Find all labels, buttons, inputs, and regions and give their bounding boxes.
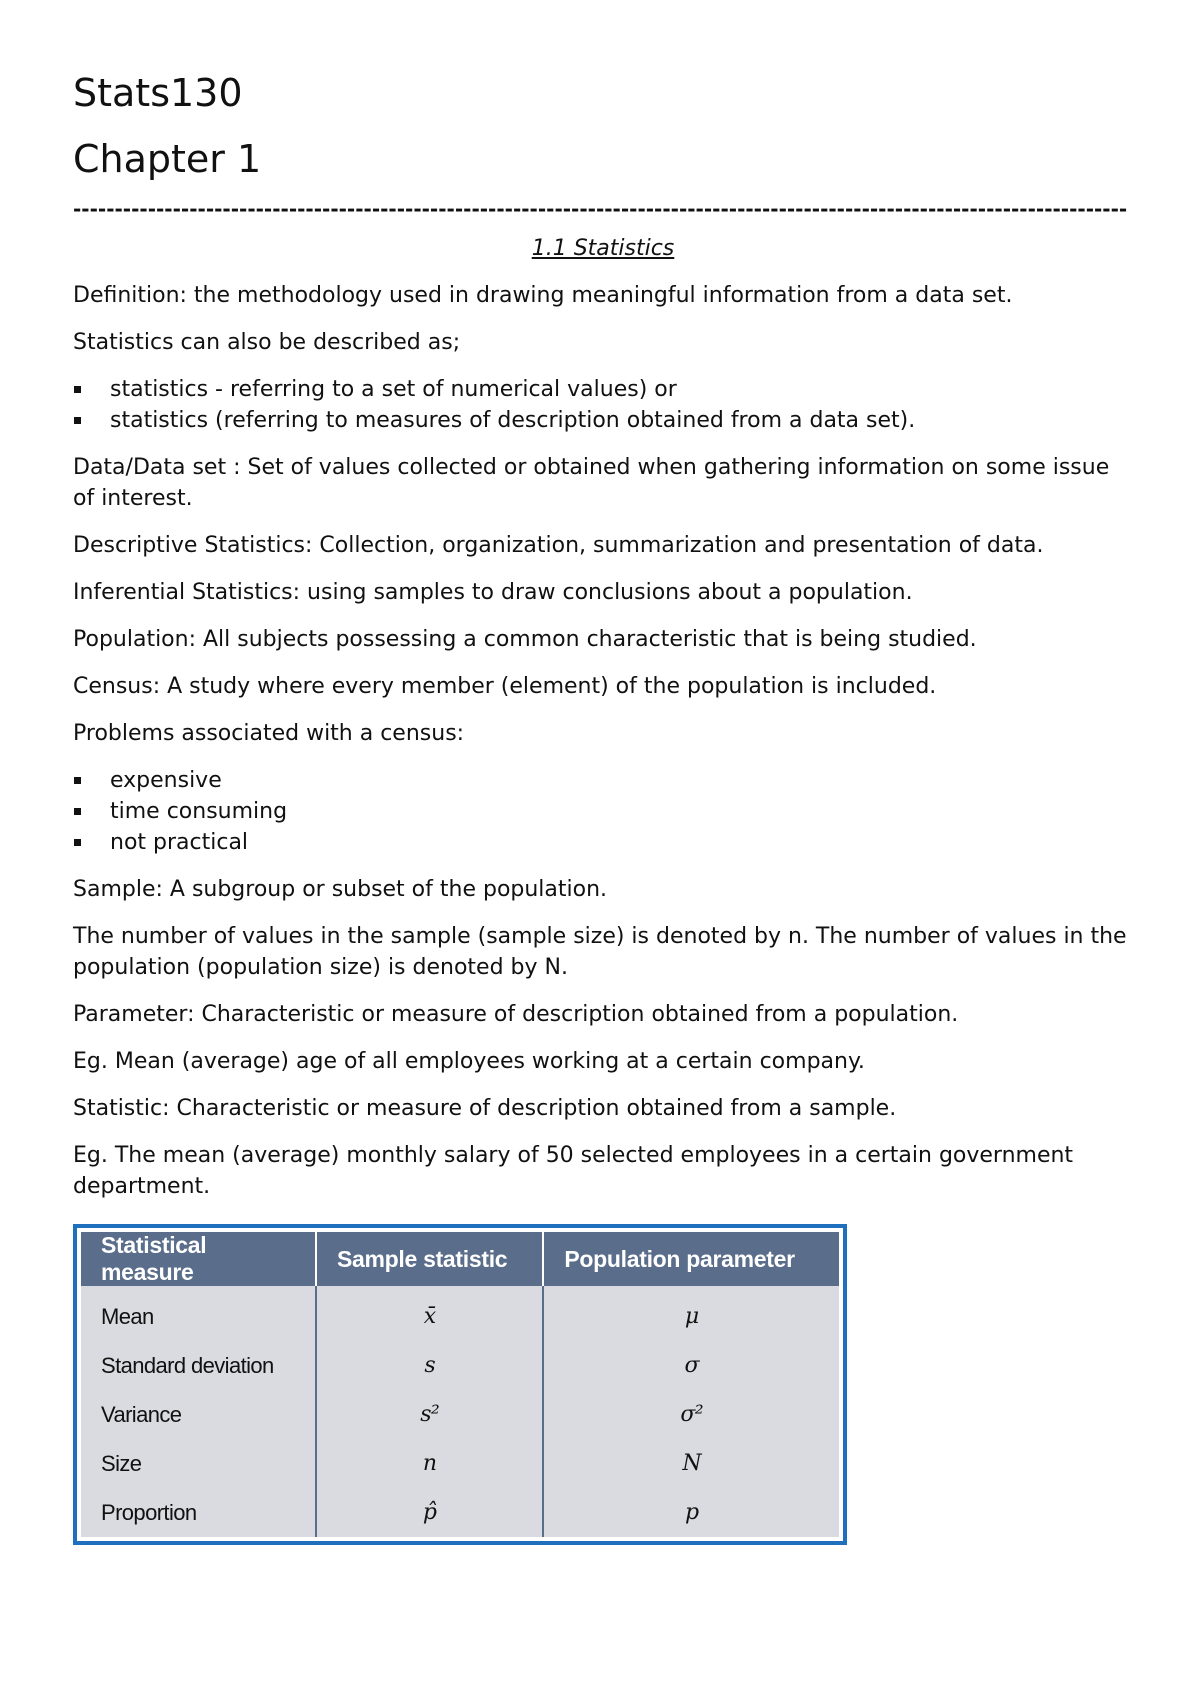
table-cell: Mean	[81, 1286, 316, 1341]
descriptive-text: Descriptive Statistics: Collection, organization, summarization and presentation of data.	[73, 533, 1044, 558]
section-heading: 1.1 Statistics	[531, 236, 675, 261]
described-list	[73, 374, 1133, 436]
census-problems-list	[73, 765, 1133, 858]
table-row	[81, 1488, 839, 1537]
table-cell: σ²	[543, 1390, 839, 1439]
population-text: Population: All subjects possessing a common characteristic that is being studied.	[73, 627, 977, 652]
course-title: Stats130	[73, 71, 243, 115]
table-cell: σ	[543, 1341, 839, 1390]
table-cell: p̂	[316, 1488, 543, 1537]
table-cell: N	[543, 1439, 839, 1488]
table-cell: x̄	[316, 1286, 543, 1341]
table-cell: Size	[81, 1439, 316, 1488]
table-row	[81, 1341, 839, 1390]
document-page	[73, 70, 1133, 1545]
bullet-square-icon	[74, 386, 81, 393]
table-cell: Standard deviation	[81, 1341, 316, 1390]
column-header: Statistical measure	[81, 1232, 316, 1286]
definition-text: Definition: the methodology used in drawing meaningful information from a data set.	[73, 283, 1013, 308]
table-row	[81, 1390, 839, 1439]
table-cell: Proportion	[81, 1488, 316, 1537]
parameter-example: Eg. Mean (average) age of all employees working at a certain company.	[73, 1049, 865, 1074]
list-item: time consuming	[73, 796, 1133, 827]
table-row	[81, 1439, 839, 1488]
separator-line: -------------------------------------------------------------------------------------------------------------------------------	[73, 197, 1128, 221]
statistic-example: Eg. The mean (average) monthly salary of 50 selected employees in a certain government department.	[73, 1143, 1074, 1199]
list-item: not practical	[73, 827, 1133, 858]
list-item: statistics - referring to a set of numerical values) or	[73, 374, 1133, 405]
census-text: Census: A study where every member (element) of the population is included.	[73, 674, 937, 699]
bullet-square-icon	[74, 777, 81, 784]
sample-text: Sample: A subgroup or subset of the population.	[73, 877, 608, 902]
table-header-row	[81, 1232, 839, 1286]
data-set-text: Data/Data set : Set of values collected or obtained when gathering information on some issue of interest.	[73, 455, 1110, 511]
chapter-title: Chapter 1	[73, 137, 262, 181]
table-cell: s²	[316, 1390, 543, 1439]
bullet-square-icon	[74, 808, 81, 815]
statistics-table-frame	[73, 1224, 847, 1545]
table-cell: Variance	[81, 1390, 316, 1439]
also-described-text: Statistics can also be described as;	[73, 330, 461, 355]
table-cell: p	[543, 1488, 839, 1537]
column-header: Sample statistic	[316, 1232, 543, 1286]
column-header: Population parameter	[543, 1232, 839, 1286]
sample-size-text: The number of values in the sample (sample size) is denoted by n. The number of values in the population (population size) is denoted by N.	[73, 924, 1127, 980]
table-cell: n	[316, 1439, 543, 1488]
list-item: statistics (referring to measures of description obtained from a data set).	[73, 405, 1133, 436]
statistic-text: Statistic: Characteristic or measure of description obtained from a sample.	[73, 1096, 897, 1121]
table-cell: μ	[543, 1286, 839, 1341]
census-problems-intro: Problems associated with a census:	[73, 721, 465, 746]
table-cell: s	[316, 1341, 543, 1390]
bullet-square-icon	[74, 417, 81, 424]
inferential-text: Inferential Statistics: using samples to draw conclusions about a population.	[73, 580, 913, 605]
list-item: expensive	[73, 765, 1133, 796]
statistics-table	[81, 1232, 839, 1537]
bullet-square-icon	[74, 839, 81, 846]
table-row	[81, 1286, 839, 1341]
parameter-text: Parameter: Characteristic or measure of description obtained from a population.	[73, 1002, 959, 1027]
